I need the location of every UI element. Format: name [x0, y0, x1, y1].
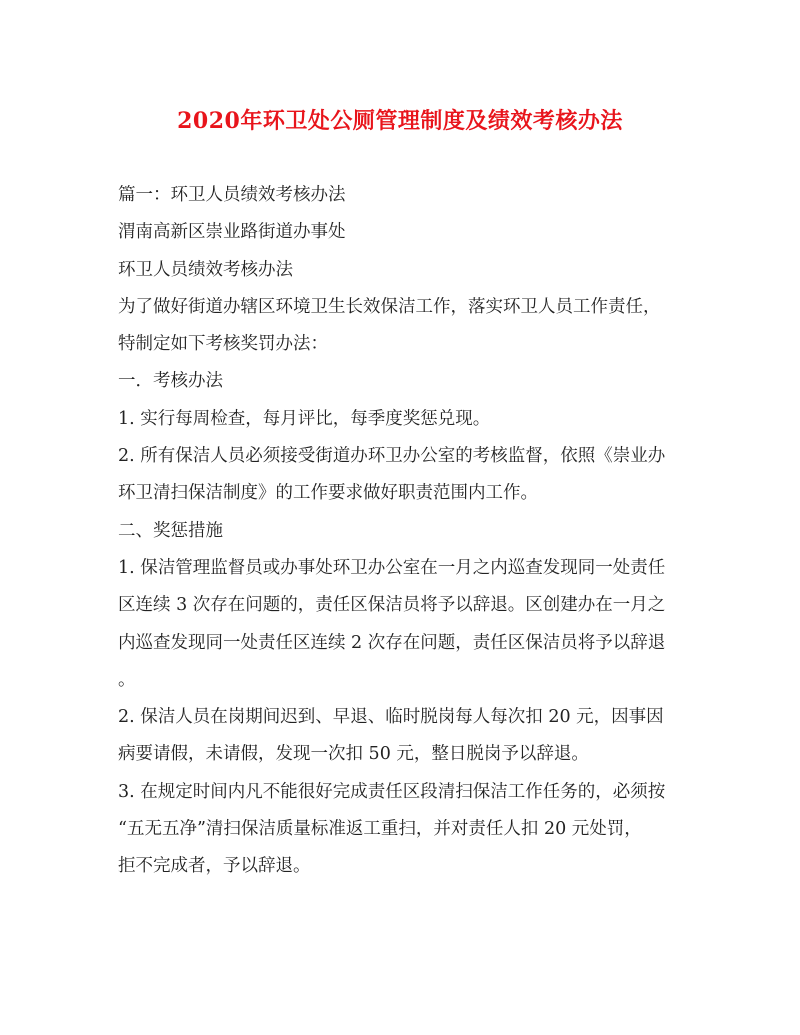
document-title: 2020年环卫处公厕管理制度及绩效考核办法 [177, 108, 623, 134]
section-heading-assessment: 一．考核办法 [118, 371, 223, 392]
section-heading-rewards: 二、奖惩措施 [118, 520, 223, 541]
paragraph-line: 。 [118, 669, 136, 690]
paragraph-line: 3. 在规定时间内凡不能很好完成责任区段清扫保洁工作任务的，必须按 [118, 781, 666, 802]
paragraph-line: 区连续 3 次存在问题的，责任区保洁员将予以辞退。区创建办在一月之 [118, 595, 666, 616]
document-subtitle: 环卫人员绩效考核办法 [118, 259, 293, 280]
paragraph-line: 1. 实行每周检查，每月评比，每季度奖惩兑现。 [118, 408, 491, 429]
paragraph-line: 拒不完成者，予以辞退。 [118, 856, 311, 877]
paragraph-line: 2. 所有保洁人员必须接受街道办环卫办公室的考核监督，依照《崇业办 [118, 446, 666, 467]
section-heading-part-one: 篇一：环卫人员绩效考核办法 [118, 185, 346, 205]
paragraph-line: “五无五净”清扫保洁质量标准返工重扫，并对责任人扣 20 元处罚， [118, 819, 642, 840]
paragraph-line: 内巡查发现同一处责任区连续 2 次存在问题，责任区保洁员将予以辞退 [118, 632, 666, 653]
document-body [118, 177, 698, 886]
paragraph-line: 2. 保洁人员在岗期间迟到、早退、临时脱岗每人每次扣 20 元，因事因 [118, 707, 664, 728]
paragraph-line: 为了做好街道办辖区环境卫生长效保洁工作，落实环卫人员工作责任， [118, 296, 661, 317]
paragraph-line: 环卫清扫保洁制度》的工作要求做好职责范围内工作。 [118, 483, 538, 504]
paragraph-line: 特制定如下考核奖罚办法： [118, 334, 328, 355]
issuer-name: 渭南高新区崇业路街道办事处 [118, 222, 346, 243]
paragraph-line: 1. 保洁管理监督员或办事处环卫办公室在一月之内巡查发现同一处责任 [118, 557, 666, 578]
paragraph-line: 病要请假，未请假，发现一次扣 50 元，整日脱岗予以辞退。 [118, 744, 589, 765]
